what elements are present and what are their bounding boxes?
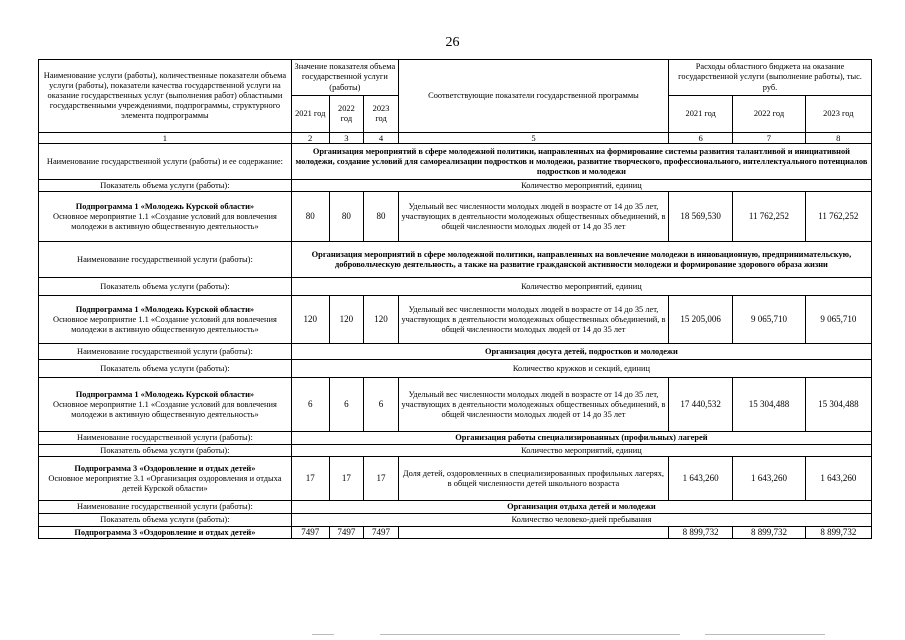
volume-indicator-row xyxy=(39,514,872,527)
program-row xyxy=(39,378,872,432)
header-program-indicators: Соответствующие показатели государственной программы xyxy=(398,60,668,133)
value-2021: 7497 xyxy=(291,527,329,539)
service-name-label: Наименование государственной услуги (работы) и ее содержание: xyxy=(39,144,292,180)
value-2022: 120 xyxy=(329,296,364,344)
program-indicator: Удельный вес численности молодых людей в возрасте от 14 до 35 лет, участвующих в деятельности молодежных общественных объединений, в общей численности молодых людей от 14 до 35 лет xyxy=(398,192,668,242)
header-expense-year: 2023 год xyxy=(805,96,871,133)
program-cell xyxy=(39,378,292,432)
expense-2021: 18 569,530 xyxy=(669,192,733,242)
volume-indicator-row xyxy=(39,278,872,296)
volume-indicator-label: Показатель объема услуги (работы): xyxy=(39,445,292,457)
main-activity: Основное мероприятие 3.1 «Организация оздоровления и отдыха детей Курской области» xyxy=(48,473,282,493)
expense-2022: 9 065,710 xyxy=(733,296,805,344)
volume-indicator: Количество мероприятий, единиц xyxy=(291,278,871,296)
service-name-label: Наименование государственной услуги (работы): xyxy=(39,501,292,514)
header-value-group: Значение показателя объема государственной услуги (работы) xyxy=(291,60,398,96)
program-row xyxy=(39,527,872,539)
volume-indicator-label: Показатель объема услуги (работы): xyxy=(39,180,292,192)
service-name-row xyxy=(39,242,872,278)
header-value-year: 2022 год xyxy=(329,96,364,133)
value-2021: 17 xyxy=(291,457,329,501)
volume-indicator: Количество человеко-дней пребывания xyxy=(291,514,871,527)
footer-rule xyxy=(312,634,334,635)
program-row xyxy=(39,296,872,344)
volume-indicator-label: Показатель объема услуги (работы): xyxy=(39,514,292,527)
service-name-label: Наименование государственной услуги (работы): xyxy=(39,344,292,360)
service-name-row xyxy=(39,432,872,445)
value-2022: 80 xyxy=(329,192,364,242)
header-value-year: 2021 год xyxy=(291,96,329,133)
column-index: 3 xyxy=(329,133,364,144)
value-2023: 17 xyxy=(364,457,399,501)
header-service-name: Наименование услуги (работы), количественные показатели объема услуги (работы), показатели качества государственной услуги на оказание государственных услуг (выполнения работ) областными государственными учреждениями, подпрограммы, структурного элемента подпрограммы xyxy=(39,60,292,133)
volume-indicator-row xyxy=(39,360,872,378)
value-2022: 6 xyxy=(329,378,364,432)
value-2022: 17 xyxy=(329,457,364,501)
expense-2022: 1 643,260 xyxy=(733,457,805,501)
expense-2021: 8 899,732 xyxy=(669,527,733,539)
expense-2023: 9 065,710 xyxy=(805,296,871,344)
program-cell xyxy=(39,457,292,501)
subprogram-title: Подпрограмма 1 «Молодежь Курской области» xyxy=(75,201,255,211)
main-activity: Основное мероприятие 1.1 «Создание условий для вовлечения молодежи в активную общественную деятельность» xyxy=(53,211,277,231)
expense-2023: 8 899,732 xyxy=(805,527,871,539)
budget-table xyxy=(38,59,872,539)
program-indicator xyxy=(398,527,668,539)
volume-indicator-label: Показатель объема услуги (работы): xyxy=(39,278,292,296)
service-name-label: Наименование государственной услуги (работы): xyxy=(39,242,292,278)
header-expense-group: Расходы областного бюджета на оказание государственной услуги (выполнение работы), тыс. руб. xyxy=(669,60,872,96)
main-activity: Основное мероприятие 1.1 «Создание условий для вовлечения молодежи в активную общественную деятельность» xyxy=(53,399,277,419)
volume-indicator: Количество мероприятий, единиц xyxy=(291,445,871,457)
program-cell xyxy=(39,192,292,242)
footer-rule xyxy=(380,634,680,635)
value-2021: 80 xyxy=(291,192,329,242)
column-index: 4 xyxy=(364,133,399,144)
service-name-label: Наименование государственной услуги (работы): xyxy=(39,432,292,445)
expense-2023: 11 762,252 xyxy=(805,192,871,242)
main-activity: Основное мероприятие 1.1 «Создание условий для вовлечения молодежи в активную общественную деятельность» xyxy=(53,314,277,334)
value-2023: 7497 xyxy=(364,527,399,539)
value-2022: 7497 xyxy=(329,527,364,539)
column-index: 5 xyxy=(398,133,668,144)
service-name-row xyxy=(39,144,872,180)
header-expense-year: 2022 год xyxy=(733,96,805,133)
service-name: Организация досуга детей, подростков и молодежи xyxy=(291,344,871,360)
value-2023: 120 xyxy=(364,296,399,344)
program-row xyxy=(39,457,872,501)
footer-rule xyxy=(705,634,825,635)
volume-indicator-label: Показатель объема услуги (работы): xyxy=(39,360,292,378)
column-index: 7 xyxy=(733,133,805,144)
column-index: 2 xyxy=(291,133,329,144)
program-row xyxy=(39,192,872,242)
volume-indicator-row xyxy=(39,180,872,192)
service-name: Организация отдыха детей и молодежи xyxy=(291,501,871,514)
volume-indicator: Количество мероприятий, единиц xyxy=(291,180,871,192)
page-number: 26 xyxy=(445,35,460,50)
subprogram-title: Подпрограмма 3 «Оздоровление и отдых детей» xyxy=(74,527,256,537)
expense-2023: 1 643,260 xyxy=(805,457,871,501)
expense-2021: 1 643,260 xyxy=(669,457,733,501)
expense-2021: 15 205,006 xyxy=(669,296,733,344)
service-name: Организация работы специализированных (профильных) лагерей xyxy=(291,432,871,445)
value-2021: 6 xyxy=(291,378,329,432)
service-name: Организация мероприятий в сфере молодежной политики, направленных на вовлечение молодежи в инновационную, предпринимательскую, добровольческую деятельность, а также на развитие гражданской активности молодежи и формирование здорового образа жизни xyxy=(291,242,871,278)
subprogram-title: Подпрограмма 1 «Молодежь Курской области» xyxy=(75,389,255,399)
value-2023: 6 xyxy=(364,378,399,432)
program-cell xyxy=(39,296,292,344)
subprogram-title: Подпрограмма 3 «Оздоровление и отдых детей» xyxy=(74,463,256,473)
service-name: Организация мероприятий в сфере молодежной политики, направленных на формирование системы развития талантливой и инициативной молодежи, создание условий для самореализации подростков и молодежи, развитие творческого, профессионального, интеллектуального потенциалов подростков и молодежи xyxy=(291,144,871,180)
subprogram-title: Подпрограмма 1 «Молодежь Курской области» xyxy=(75,304,255,314)
header-expense-year: 2021 год xyxy=(669,96,733,133)
volume-indicator: Количество кружков и секций, единиц xyxy=(291,360,871,378)
column-index-row xyxy=(39,133,872,144)
service-name-row xyxy=(39,344,872,360)
expense-2022: 15 304,488 xyxy=(733,378,805,432)
expense-2023: 15 304,488 xyxy=(805,378,871,432)
value-2021: 120 xyxy=(291,296,329,344)
service-name-row xyxy=(39,501,872,514)
header-row-top xyxy=(39,60,872,96)
column-index: 1 xyxy=(39,133,292,144)
expense-2022: 8 899,732 xyxy=(733,527,805,539)
program-indicator: Удельный вес численности молодых людей в возрасте от 14 до 35 лет, участвующих в деятельности молодежных общественных объединений, в общей численности молодых людей от 14 до 35 лет xyxy=(398,296,668,344)
volume-indicator-row xyxy=(39,445,872,457)
program-indicator: Удельный вес численности молодых людей в возрасте от 14 до 35 лет, участвующих в деятельности молодежных общественных объединений, в общей численности молодых людей от 14 до 35 лет xyxy=(398,378,668,432)
column-index: 8 xyxy=(805,133,871,144)
program-cell xyxy=(39,527,292,539)
program-indicator: Доля детей, оздоровленных в специализированных профильных лагерях, в общей численности детей школьного возраста xyxy=(398,457,668,501)
value-2023: 80 xyxy=(364,192,399,242)
expense-2021: 17 440,532 xyxy=(669,378,733,432)
header-value-year: 2023 год xyxy=(364,96,399,133)
expense-2022: 11 762,252 xyxy=(733,192,805,242)
column-index: 6 xyxy=(669,133,733,144)
